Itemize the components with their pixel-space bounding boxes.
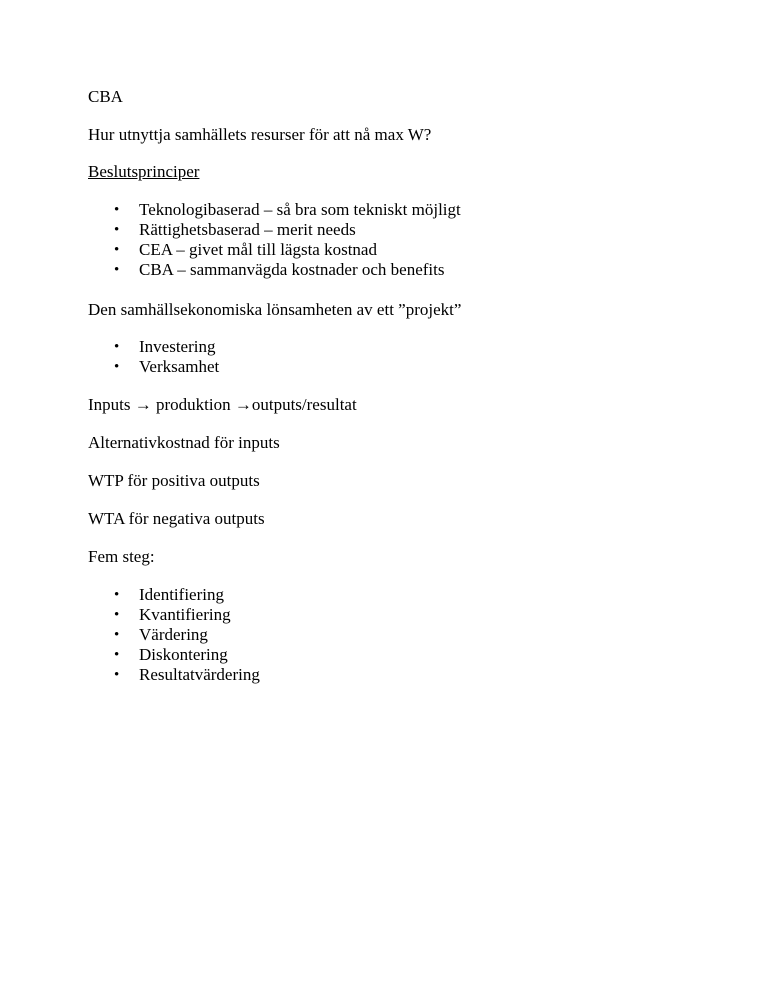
list-item: • CEA – givet mål till lägsta kostnad <box>114 240 377 259</box>
bullet-icon: • <box>114 262 120 278</box>
list-item: • Verksamhet <box>114 357 220 376</box>
list-item: • Kvantifiering <box>114 605 231 624</box>
list-item: • CBA – sammanvägda kostnader och benefits <box>114 260 445 279</box>
list-item: • Diskontering <box>114 645 228 664</box>
bullet-icon: • <box>114 339 120 355</box>
bullet-icon: • <box>114 627 120 643</box>
bullet-icon: • <box>114 587 120 603</box>
list-item: • Teknologibaserad – så bra som tekniskt möjligt <box>114 200 461 219</box>
wtp-line: WTP för positiva outputs <box>88 471 260 490</box>
opportunity-cost-line: Alternativkostnad för inputs <box>88 433 280 452</box>
document-title: CBA <box>88 87 123 106</box>
bullet-icon: • <box>114 667 120 683</box>
profitability-list <box>112 337 219 377</box>
wta-line: WTA för negativa outputs <box>88 509 265 528</box>
flow-line: Inputs → produktion →outputs/resultat <box>88 395 357 414</box>
bullet-icon: • <box>114 242 120 258</box>
bullet-icon: • <box>114 607 120 623</box>
bullet-icon: • <box>114 202 120 218</box>
bullet-icon: • <box>114 359 120 375</box>
steps-list <box>112 585 260 685</box>
list-item: • Identifiering <box>114 585 224 604</box>
steps-heading: Fem steg: <box>88 547 155 566</box>
list-item: • Värdering <box>114 625 208 644</box>
bullet-icon: • <box>114 222 120 238</box>
profitability-heading: Den samhällsekonomiska lönsamheten av ett ”projekt” <box>88 300 462 319</box>
list-item: • Rättighetsbaserad – merit needs <box>114 220 356 239</box>
list-item: • Resultatvärdering <box>114 665 260 684</box>
bullet-icon: • <box>114 647 120 663</box>
intro-question: Hur utnyttja samhällets resurser för att nå max W? <box>88 125 432 144</box>
principles-heading: Beslutsprinciper <box>88 162 200 181</box>
list-item: • Investering <box>114 337 216 356</box>
principles-list <box>112 200 461 280</box>
